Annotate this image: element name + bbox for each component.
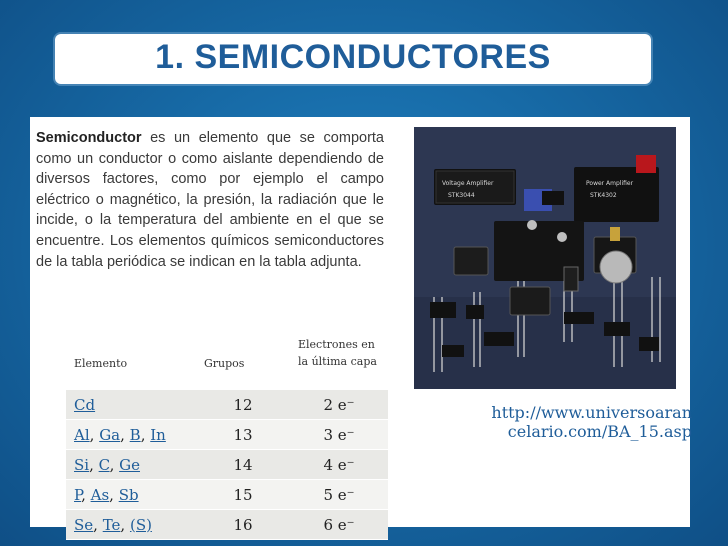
content-panel	[30, 117, 692, 534]
header-elemento: Elemento	[66, 313, 196, 387]
table-header-row	[66, 313, 388, 387]
slide-title: 1. SEMICONDUCTORES	[155, 38, 551, 76]
element-cell: Se, Te, (S)	[66, 510, 196, 540]
group-cell: 13	[196, 420, 290, 450]
semiconductor-components-photo	[414, 127, 676, 389]
group-cell: 15	[196, 480, 290, 510]
element-link-ga[interactable]: Ga	[99, 425, 121, 444]
element-link-se[interactable]: Se	[74, 515, 94, 534]
electrons-cell: 6 e⁻	[290, 510, 388, 540]
description-text: es un elemento que se comporta como un conductor o como aislante dependiendo de diversos factores, como por ejemplo el campo eléctrico o magnético, la presión, la radiación que le incide, o la temperatura del ambiente en el que se encuentre. Los elementos químicos semiconductores de la tabla periódica se indican en la tabla adjunta.	[36, 130, 384, 270]
element-link-cd[interactable]: Cd	[74, 395, 96, 414]
title-bar	[55, 34, 651, 84]
element-link-te[interactable]: Te	[102, 515, 121, 534]
element-link-s[interactable]: (S)	[129, 515, 152, 534]
element-cell: Al, Ga, B, In	[66, 420, 196, 450]
semiconductor-elements-table	[66, 313, 388, 540]
element-cell: P, As, Sb	[66, 480, 196, 510]
element-link-al[interactable]: Al	[74, 425, 90, 444]
table-row	[66, 387, 388, 420]
components-illustration	[414, 127, 676, 389]
group-cell: 12	[196, 387, 290, 420]
table-row	[66, 420, 388, 450]
element-link-ge[interactable]: Ge	[119, 455, 140, 474]
source-url-link[interactable]	[442, 403, 692, 441]
element-link-b[interactable]: B	[129, 425, 141, 444]
header-grupos: Grupos	[196, 313, 290, 387]
element-link-si[interactable]: Si	[74, 455, 90, 474]
label-voltage-amplifier: Voltage Amplifier	[442, 180, 494, 187]
electrons-cell: 3 e⁻	[290, 420, 388, 450]
element-link-as[interactable]: As	[90, 485, 110, 504]
description-paragraph	[36, 128, 384, 272]
header-electrones: Electrones en la última capa	[290, 313, 388, 387]
group-cell: 14	[196, 450, 290, 480]
label-power-amplifier: Power Amplifier	[586, 180, 634, 187]
element-cell	[66, 387, 196, 420]
label-stk-a: STK3044	[448, 192, 475, 199]
table-row	[66, 510, 388, 540]
electrons-cell: 2 e⁻	[290, 387, 388, 420]
element-link-p[interactable]: P	[74, 485, 82, 504]
element-link-in[interactable]: In	[150, 425, 166, 444]
electrons-cell: 5 e⁻	[290, 480, 388, 510]
table-row	[66, 450, 388, 480]
term-semiconductor: Semiconductor	[36, 130, 142, 146]
table-row	[66, 480, 388, 510]
electrons-cell: 4 e⁻	[290, 450, 388, 480]
element-cell: Si, C, Ge	[66, 450, 196, 480]
element-link-c[interactable]: C	[98, 455, 110, 474]
source-url-line-1: http://www.universoaran	[491, 403, 692, 422]
group-cell: 16	[196, 510, 290, 540]
source-url-line-2: celario.com/BA_15.asp	[507, 422, 692, 441]
element-link-sb[interactable]: Sb	[118, 485, 139, 504]
label-stk-b: STK4302	[590, 192, 617, 199]
